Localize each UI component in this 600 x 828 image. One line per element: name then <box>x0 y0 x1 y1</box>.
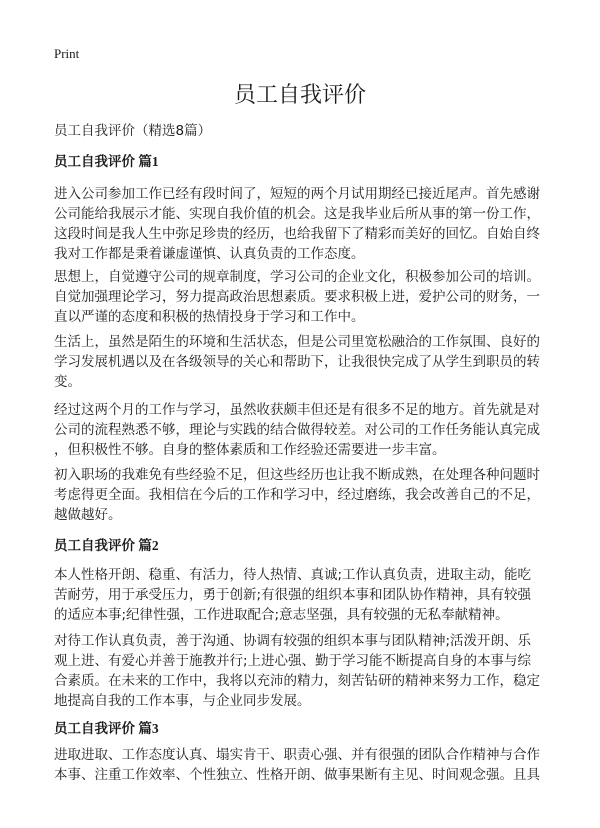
paragraph <box>54 465 540 525</box>
document-subtitle: 员工自我评价（精选8篇） <box>54 123 212 139</box>
section-heading: 员工自我评价 篇2 <box>54 538 159 553</box>
paragraph-line: 初入职场的我难免有些经验不足，但这些经历也让我不断成熟，在处理各种问题时 <box>54 467 540 483</box>
paragraph-line: 的适应本事;纪律性强，工作进取配合;意志坚强，具有较强的无私奉献精神。 <box>54 607 509 623</box>
paragraph-line: 观上进、有爱心并善于施教并行;上进心强、勤于学习能不断提高自身的本事与综 <box>54 653 532 669</box>
print-link[interactable]: Print <box>54 46 80 61</box>
paragraph-line: 学习发展机遇以及在各级领导的关心和帮助下，让我很快完成了从学生到职员的转 <box>54 354 540 370</box>
paragraph-line: 合素质。在未来的工作中，我将以充沛的精力，刻苦钻研的精神来努力工作，稳定 <box>54 673 540 689</box>
paragraph-line: 考虑得更全面。我相信在今后的工作和学习中，经过磨练，我会改善自己的不足， <box>54 487 540 503</box>
section-heading: 员工自我评价 篇3 <box>54 721 159 736</box>
paragraph-line: 这段时间是我人生中弥足珍贵的经历，也给我留下了精彩而美好的回忆。自始自终 <box>54 226 540 242</box>
paragraph <box>54 631 540 711</box>
paragraph <box>54 184 540 264</box>
paragraph-line: 经过这两个月的工作与学习，虽然收获颇丰但还是有很多不足的地方。首先就是对 <box>54 402 540 418</box>
paragraph-line: 公司能给我展示才能、实现自我价值的机会。这是我毕业后所从事的第一份工作， <box>54 206 540 222</box>
paragraph-line: 本人性格开朗、稳重、有活力，待人热情、真诚;工作认真负责，进取主动，能吃 <box>54 567 532 583</box>
paragraph-line: 进取进取、工作态度认真、塌实肯干、职责心强、并有很强的团队合作精神与合作 <box>54 747 540 763</box>
paragraph <box>54 400 540 460</box>
paragraph-line: 自觉加强理论学习，努力提高政治思想素质。要求积极上进，爱护公司的财务，一 <box>54 289 540 305</box>
paragraph-line: 地提高自我的工作本事，与企业同步发展。 <box>54 693 311 709</box>
paragraph-line: 进入公司参加工作已经有段时间了，短短的两个月试用期经已接近尾声。首先感谢 <box>54 186 540 202</box>
paragraph <box>54 565 531 625</box>
paragraph-line: 直以严谨的态度和积极的热情投身于学习和工作中。 <box>54 309 365 325</box>
paragraph-line: 本事、注重工作效率、个性独立、性格开朗、做事果断有主见、时间观念强。且具 <box>54 767 540 783</box>
paragraph-line: 思想上，自觉遵守公司的规章制度，学习公司的企业文化，积极参加公司的培训。 <box>54 269 540 285</box>
paragraph-line: 越做越好。 <box>54 507 122 523</box>
paragraph-line: 变。 <box>54 374 81 390</box>
paragraph-line: 对待工作认真负责，善于沟通、协调有较强的组织本事与团队精神;活泼开朗、乐 <box>54 633 532 649</box>
paragraph-line: 公司的流程熟悉不够，理论与实践的结合做得较差。对公司的工作任务能认真完成 <box>54 422 540 438</box>
page-title: 员工自我评价 <box>233 83 366 108</box>
paragraph <box>54 267 540 327</box>
paragraph-line: 我对工作都是秉着谦虚谨慎、认真负责的工作态度。 <box>54 246 365 262</box>
paragraph-line: ，但积极性不够。自身的整体素质和工作经验还需要进一步丰富。 <box>54 442 446 458</box>
paragraph-line: 生活上，虽然是陌生的环境和生活状态，但是公司里宽松融洽的工作氛围、良好的 <box>54 334 540 350</box>
paragraph <box>54 745 540 785</box>
paragraph <box>54 332 540 392</box>
paragraph-line: 苦耐劳，用于承受压力，勇于创新;有很强的组织本事和团队协作精神，具有较强 <box>54 587 532 603</box>
section-heading: 员工自我评价 篇1 <box>54 154 159 169</box>
